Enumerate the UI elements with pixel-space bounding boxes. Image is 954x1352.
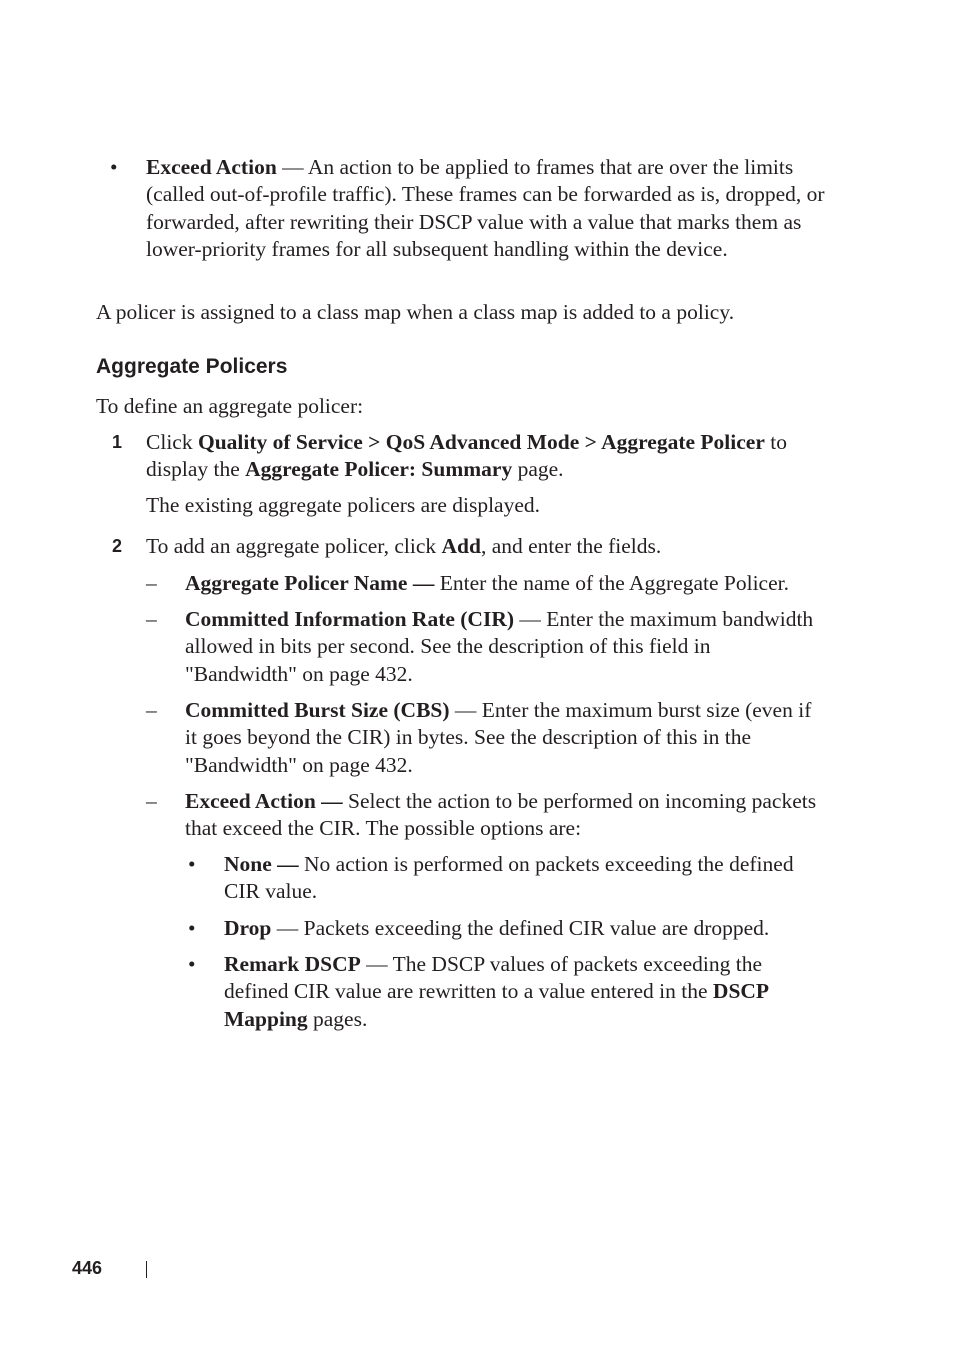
bullet-marker: • [110, 155, 118, 179]
page-number: 446 [72, 1258, 103, 1278]
dash-marker: – [146, 789, 157, 813]
field-cbs: Committed Burst Size (CBS) — Enter the maximum burst size (even if it goes beyond the CIR) in bytes. See the description of this in the "Bandwidth" on page 432. [185, 698, 812, 777]
bullet-marker: • [188, 852, 196, 876]
option-remark-dscp: Remark DSCP — The DSCP values of packets exceeding the defined CIR value are rewritten to a value entered in the DSCP Mapping pages. [224, 952, 768, 1031]
exceed-action-paragraph [146, 154, 826, 263]
page-name: Aggregate Policer: Summary [245, 457, 513, 482]
option-none: None — No action is performed on packets exceeding the defined CIR value. [224, 852, 794, 904]
step-2-paragraph: To add an aggregate policer, click Add, and enter the fields. [146, 534, 662, 558]
exceed-action-text: — An action to be applied to frames that are over the limits (called out-of-profile traffic). These frames can be forwarded as is, dropped, or forwarded, after rewriting their DSCP value with a value that marks them as lower-priority frames for all subsequent handling within the device. [146, 155, 825, 261]
dash-marker: – [146, 698, 157, 722]
menu-path: Quality of Service > QoS Advanced Mode > Aggregate Policer [197, 430, 765, 454]
step-number-2: 2 [112, 536, 123, 556]
field-cir: Committed Information Rate (CIR) — Enter the maximum bandwidth allowed in bits per second. See the description of this field in "Bandwidth" on page 432. [185, 607, 814, 686]
footer-divider [146, 1261, 147, 1278]
step-1-result: The existing aggregate policers are displayed. [146, 493, 541, 517]
add-label: Add [441, 534, 481, 558]
option-drop: Drop — Packets exceeding the defined CIR value are dropped. [224, 916, 770, 940]
bullet-marker: • [188, 916, 196, 940]
bullet-marker: • [188, 952, 196, 976]
dash-marker: – [146, 571, 157, 595]
intro-paragraph: To define an aggregate policer: [96, 394, 364, 418]
dash-marker: – [146, 607, 157, 631]
step-number-1: 1 [112, 432, 123, 452]
section-heading: Aggregate Policers [96, 355, 288, 378]
field-exceed-action: Exceed Action — Select the action to be performed on incoming packets that exceed the CIR. The possible options are: [185, 789, 817, 841]
policer-assigned-paragraph: A policer is assigned to a class map when a class map is added to a policy. [96, 300, 735, 324]
exceed-action-term: Exceed Action [146, 155, 277, 179]
field-aggregate-policer-name: Aggregate Policer Name — Enter the name of the Aggregate Policer. [185, 571, 789, 595]
step-1-paragraph: Click Quality of Service > QoS Advanced Mode > Aggregate Policer to display the Aggregate Policer: Summary page. [146, 430, 787, 482]
